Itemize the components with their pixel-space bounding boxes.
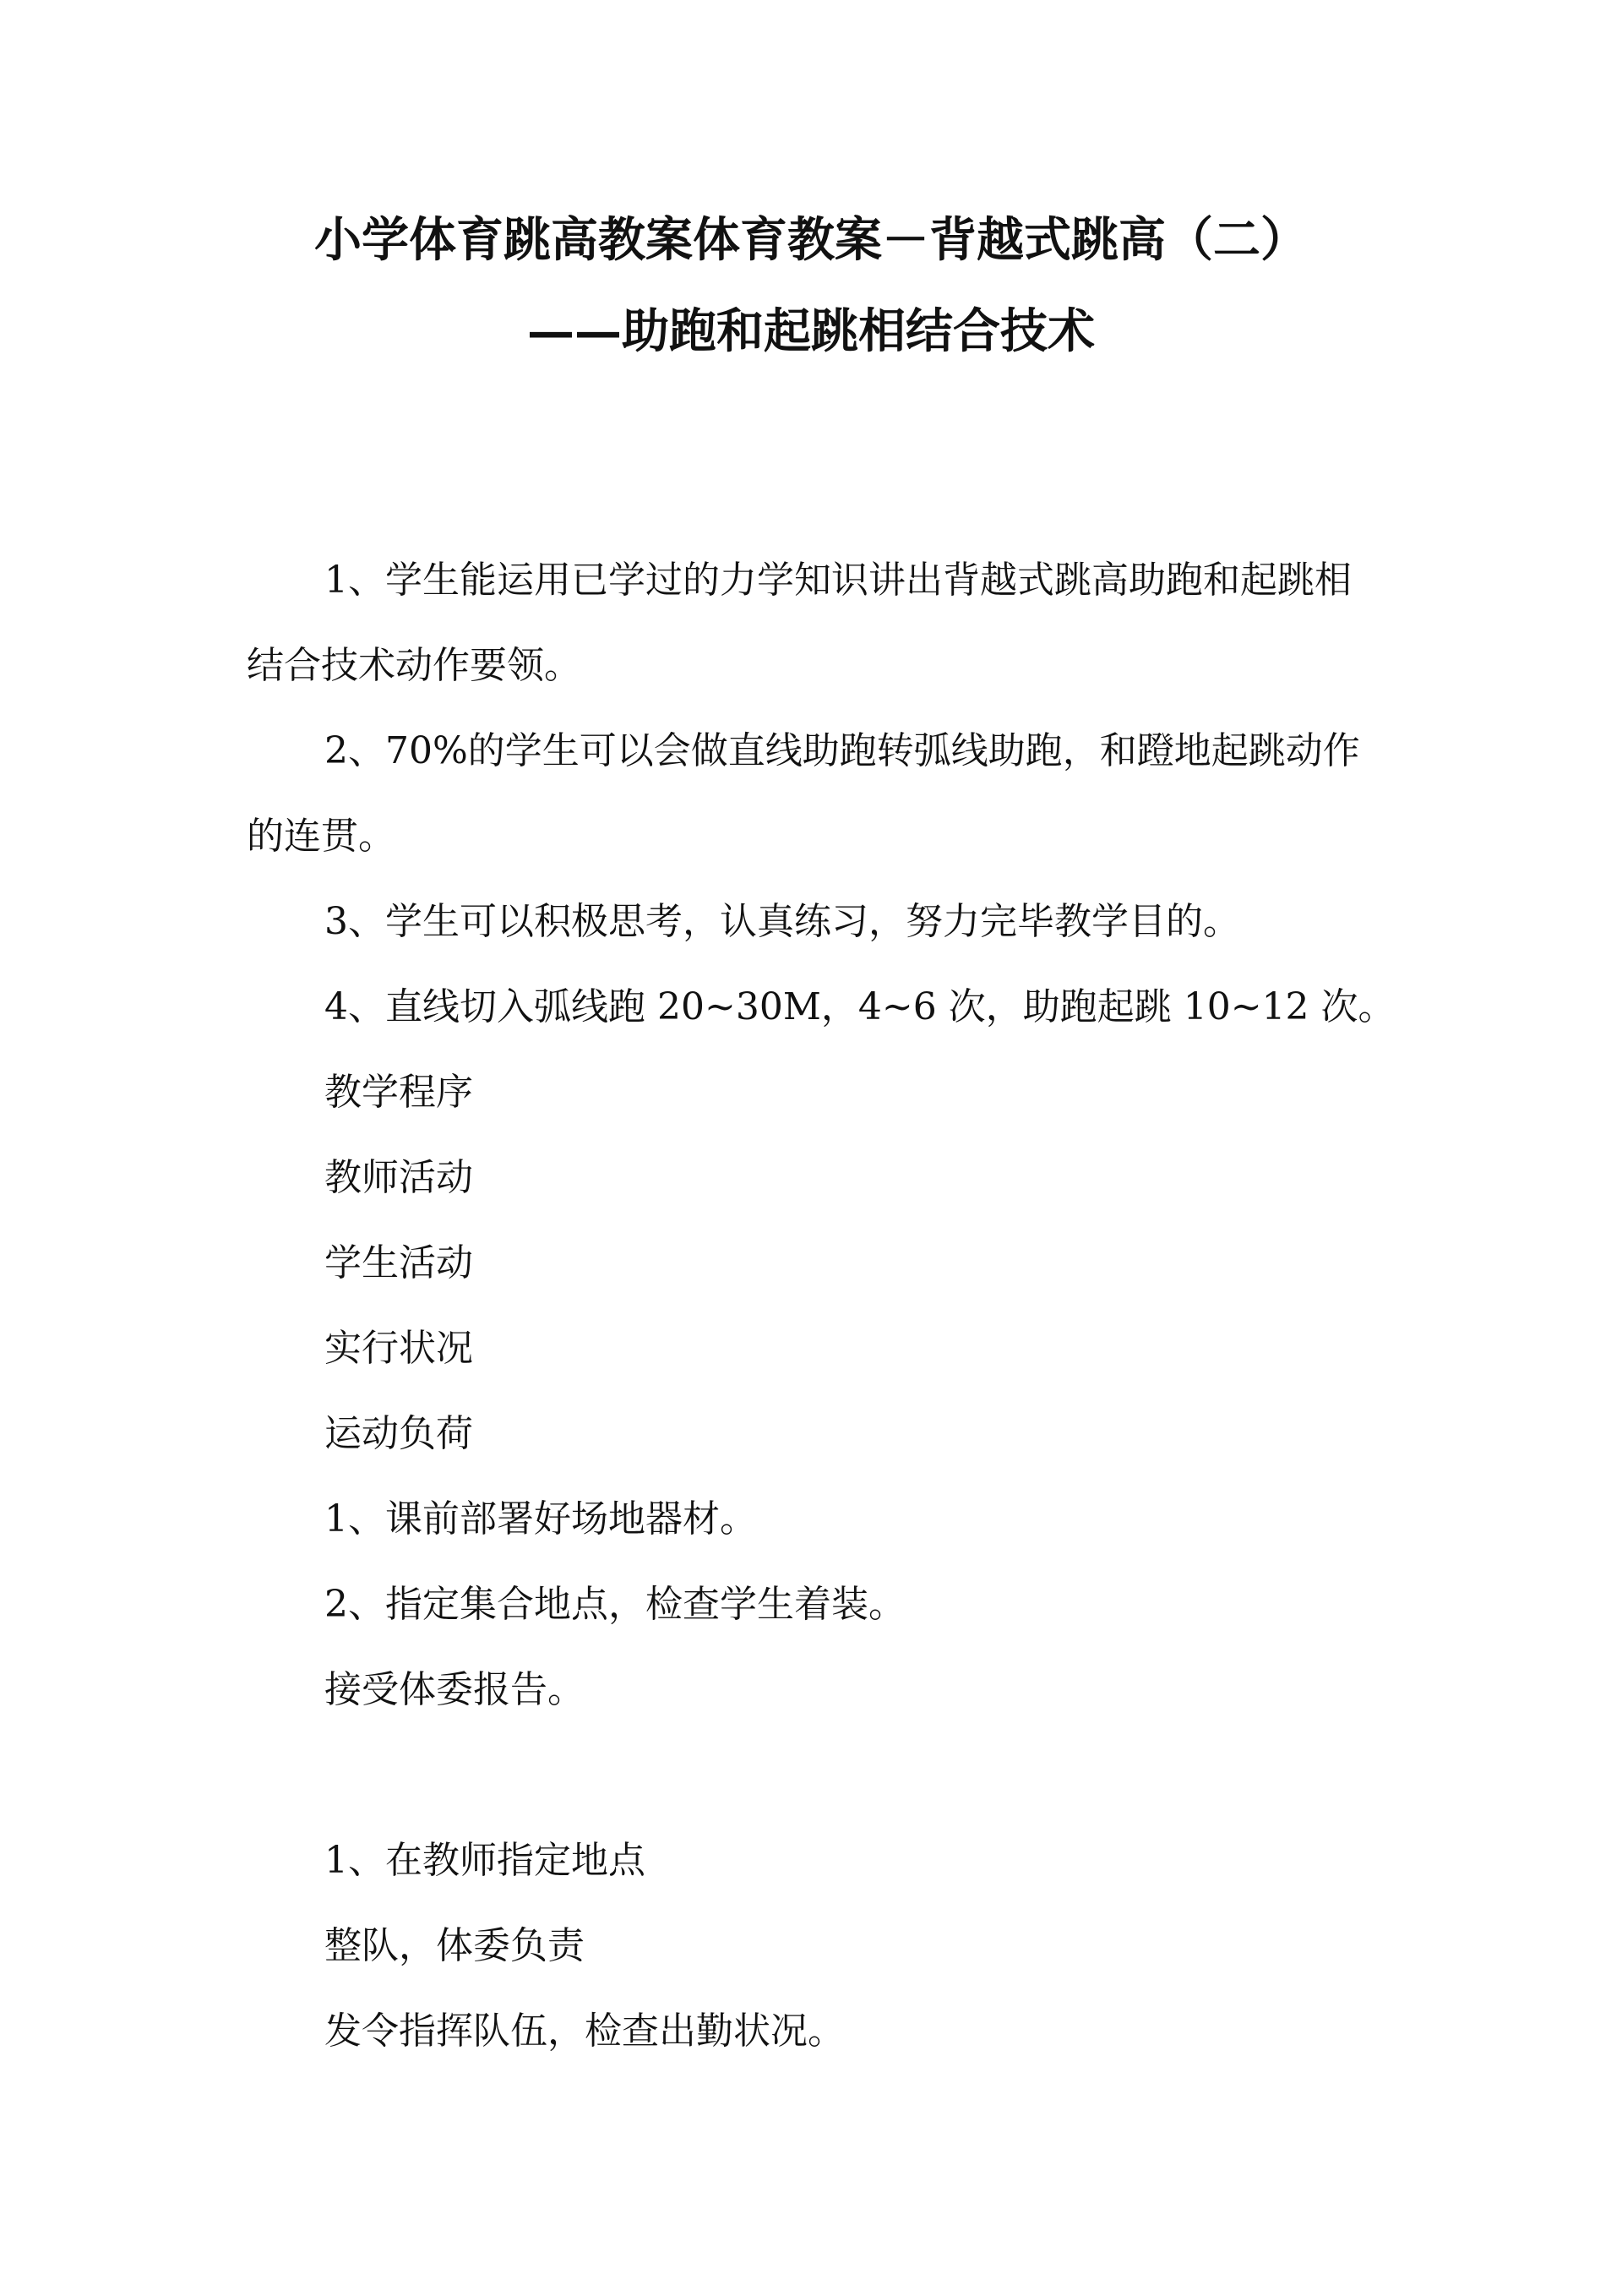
title-line-1: 小学体育跳高教案体育教案－背越式跳高（二）	[314, 212, 1308, 268]
teacher-step-3: 接受体委报告。	[324, 1668, 585, 1711]
section-heading-load: 运动负荷	[324, 1412, 473, 1455]
objective-3: 3、学生可以积极思考，认真练习，努力完毕教学目的。	[324, 900, 1240, 943]
section-heading-status: 实行状况	[324, 1327, 473, 1370]
section-heading-student: 学生活动	[324, 1241, 473, 1284]
teacher-step-2: 2、指定集合地点，检查学生着装。	[324, 1583, 906, 1626]
section-heading-procedure: 教学程序	[324, 1071, 473, 1114]
teacher-step-1: 1、课前部署好场地器材。	[324, 1497, 757, 1541]
student-step-2: 整队，体委负责	[324, 1924, 585, 1967]
section-heading-teacher: 教师活动	[324, 1156, 473, 1199]
document-title	[0, 194, 1622, 377]
title-line-2: ——助跑和起跳相结合技术	[527, 303, 1095, 359]
student-step-1: 1、在教师指定地点	[324, 1839, 645, 1882]
objective-2: 2、70%的学生可以会做直线助跑转弧线助跑，和蹬地起跳动作的连贯。	[247, 729, 1360, 858]
objective-1: 1、学生能运用已学过的力学知识讲出背越式跳高助跑和起跳相结合技术动作要领。	[247, 559, 1352, 687]
student-step-3: 发令指挥队伍，检查出勤状况。	[324, 2010, 845, 2053]
document-body	[247, 537, 1396, 2074]
blank-line	[247, 1732, 1385, 1818]
objective-4: 4、直线切入弧线跑 20~30M，4~6 次，助跑起跳 10~12 次。	[324, 985, 1396, 1028]
